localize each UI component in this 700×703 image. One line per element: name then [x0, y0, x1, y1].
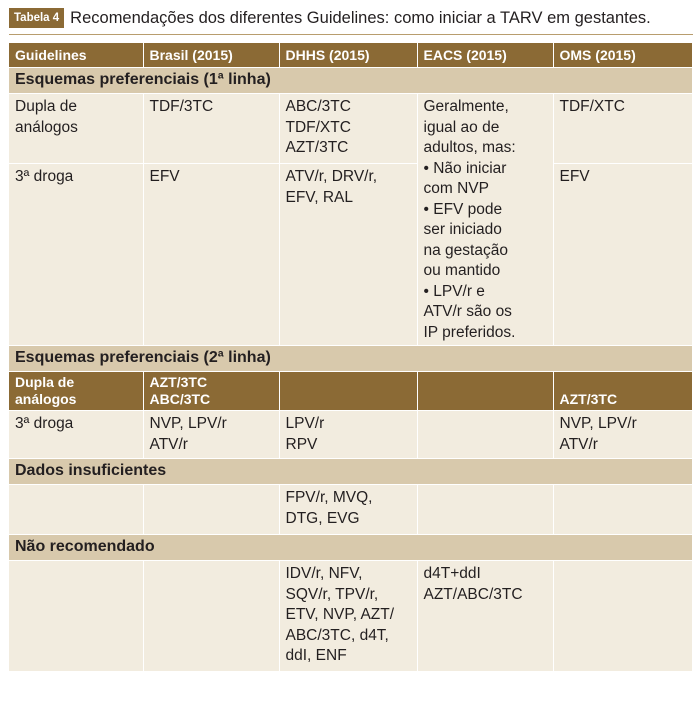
header-brasil: Brasil (2015) — [143, 43, 279, 68]
sub-header-eacs — [417, 372, 553, 411]
cell-line: ETV, NVP, AZT/ — [285, 606, 395, 623]
section-title-2a-linha: Esquemas preferenciais (2ª linha) — [9, 346, 692, 372]
caption-divider — [9, 34, 693, 35]
cell-line: SQV/r, TPV/r, — [285, 585, 379, 603]
header-row — [9, 43, 692, 68]
cell-eacs — [417, 411, 553, 459]
cell-line: • LPV/r e — [423, 282, 485, 300]
table-row — [9, 485, 692, 535]
cell-line: EFV, RAL — [285, 188, 353, 206]
cell-line: ATV/r — [559, 435, 598, 453]
cell-brasil — [143, 164, 279, 346]
sub-header-oms — [553, 372, 692, 411]
cell-line: AZT/3TC — [149, 374, 208, 390]
cell-line: AZT/ABC/3TC — [423, 585, 523, 603]
table-row — [9, 164, 692, 346]
cell-oms — [553, 485, 692, 535]
table-row — [9, 94, 692, 164]
cell-line: ddI, ENF — [285, 647, 347, 664]
label-line: Dupla de — [15, 98, 78, 115]
cell-line: ou mantido — [423, 262, 501, 279]
cell-line: NVP, LPV/r — [149, 415, 227, 432]
cell-line: d4T+ddI — [423, 565, 481, 582]
cell-line: FPV/r, MVQ, — [285, 489, 373, 506]
cell-oms — [553, 164, 692, 346]
cell-line: • EFV pode — [423, 200, 503, 218]
cell-dhhs — [279, 94, 417, 164]
cell-eacs — [417, 94, 553, 346]
row-label — [9, 94, 143, 164]
cell-eacs — [417, 485, 553, 535]
cell-brasil — [143, 94, 279, 164]
row-label — [9, 485, 143, 535]
cell-dhhs — [279, 164, 417, 346]
header-guidelines: Guidelines — [9, 43, 143, 68]
cell-line: TDF/XTC — [559, 98, 625, 115]
cell-line: TDF/3TC — [149, 98, 214, 115]
cell-eacs — [417, 561, 553, 672]
section-title-nao-recomendado: Não recomendado — [9, 535, 692, 561]
cell-oms — [553, 94, 692, 164]
section-row — [9, 535, 692, 561]
cell-line: ABC/3TC, d4T, — [285, 626, 389, 644]
section-title-dados-insuficientes: Dados insuficientes — [9, 459, 692, 485]
sub-header-brasil — [143, 372, 279, 411]
cell-brasil — [143, 561, 279, 672]
sub-header-dhhs — [279, 372, 417, 411]
cell-line: • Não iniciar — [423, 159, 507, 177]
cell-line: Geralmente, — [423, 98, 509, 115]
cell-oms — [553, 561, 692, 672]
cell-dhhs — [279, 485, 417, 535]
table-caption — [9, 8, 651, 28]
cell-oms — [553, 411, 692, 459]
table-row — [9, 411, 692, 459]
cell-line: ATV/r, DRV/r, — [285, 168, 378, 185]
cell-line: adultos, mas: — [423, 139, 516, 156]
cell-dhhs — [279, 561, 417, 672]
table-row — [9, 561, 692, 672]
sub-header-label — [9, 372, 143, 411]
sub-header-row — [9, 372, 692, 411]
cell-line: TDF/XTC — [285, 118, 351, 136]
cell-line: ATV/r — [149, 435, 188, 453]
cell-line: com NVP — [423, 180, 489, 197]
cell-line: AZT/3TC — [285, 139, 349, 156]
header-oms: OMS (2015) — [553, 43, 692, 68]
cell-line: na gestação — [423, 241, 508, 259]
section-row — [9, 68, 692, 94]
cell-line: EFV — [559, 168, 590, 185]
row-label — [9, 561, 143, 672]
cell-line: LPV/r — [285, 415, 325, 432]
row-label: 3ª droga — [9, 164, 143, 346]
label-line: análogos — [15, 118, 78, 136]
cell-line: ABC/3TC — [285, 98, 351, 115]
cell-line: NVP, LPV/r — [559, 415, 637, 432]
cell-line: IP preferidos. — [423, 323, 516, 341]
section-title-1a-linha: Esquemas preferenciais (1ª linha) — [9, 68, 692, 94]
caption-text: Recomendações dos diferentes Guidelines: como iniciar a TARV em gestantes. — [70, 8, 651, 27]
table-tag: Tabela 4 — [9, 8, 64, 28]
cell-line: AZT/3TC — [559, 391, 618, 407]
header-dhhs: DHHS (2015) — [279, 43, 417, 68]
label-line: análogos — [15, 391, 77, 407]
cell-brasil — [143, 485, 279, 535]
cell-brasil — [143, 411, 279, 459]
cell-dhhs — [279, 411, 417, 459]
cell-line: ser iniciado — [423, 221, 502, 238]
label-line: Dupla de — [15, 374, 75, 390]
cell-line: ATV/r são os — [423, 303, 512, 320]
cell-line: RPV — [285, 435, 318, 453]
section-row — [9, 459, 692, 485]
cell-line: EFV — [149, 168, 180, 185]
section-row — [9, 346, 692, 372]
header-eacs: EACS (2015) — [417, 43, 553, 68]
cell-line: ABC/3TC — [149, 391, 211, 407]
cell-line: IDV/r, NFV, — [285, 565, 363, 582]
row-label: 3ª droga — [9, 411, 143, 459]
cell-line: igual ao de — [423, 118, 500, 136]
cell-line: DTG, EVG — [285, 509, 360, 527]
guidelines-table — [9, 43, 692, 672]
